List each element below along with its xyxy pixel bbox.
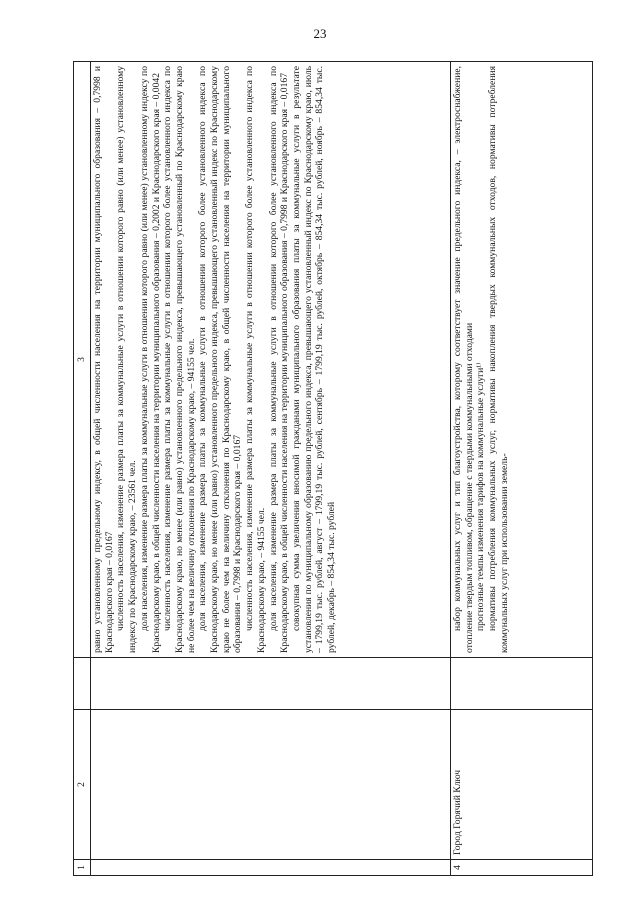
header-col-2: 2	[74, 710, 91, 860]
paragraph: численность населения, изменение размера платы за коммунальные услуги в отношении которого более установленного индекса по Краснодарскому краю, но менее (или равно) установленного предельного индекса, превышающего установленный по Краснодарскому краю не более чем на величину отклонения по Краснодарскому краю, – 94155 чел.	[162, 66, 197, 653]
paragraph: численность населения, изменение размера платы за коммунальные услуги в отношении которого более установленного индекса по Краснодарскому краю, – 94155 чел.	[244, 66, 267, 653]
paragraph: численность населения, изменение размера платы за коммунальные услуги в отношении которого равно (или менее) установленному индексу по Краснодарскому краю, – 23561 чел.	[115, 66, 139, 653]
table-row-continuation	[91, 62, 451, 876]
paragraph: совокупная сумма увеличения вносимой гражданами муниципального образования платы за коммунальные услуги в результате установления по муниципальному образованию предельного индекса, превышающего установленный индекс по Краснодарскому краю, июль – 1799,19 тыс. рублей, август – 1799,19 тыс. рублей, сентябрь – 1799,19 тыс. рублей, октябрь – 854,34 тыс. рублей, ноябрь – 854,34 тыс. рублей, декабрь – 854,34 тыс. рублей	[290, 66, 338, 653]
cell-gap-empty	[451, 658, 593, 710]
paragraph: доля населения, изменение размера платы за коммунальные услуги в отношении которого более установленного индекса по Краснодарскому краю, но менее (или равно) установленного предельного индекса, превышающего установленный индекс по Краснодарскому краю не более чем на величину отклонения по Краснодарскому краю, в общей численности населения на территории муниципального образования – 0,7998 и Краснодарского края – 0,0167	[197, 66, 244, 653]
document-table	[73, 61, 593, 876]
paragraph: равно установленному предельному индексу, в общей численности населения на территории муниципального образования – 0,7998 и Краснодарского края – 0,0167	[92, 66, 115, 653]
row-number: 4	[451, 860, 593, 876]
table-header-row	[74, 62, 91, 876]
rotated-table-inner	[73, 61, 593, 876]
paragraph: доля населения, изменение размера платы за коммунальные услуги в отношении которого равно (или менее) установленному индексу по Краснодарскому краю, в общей численности населения на территории муниципального образования – 0,2002 и Краснодарского края – 0,0042	[138, 66, 162, 653]
paragraph: нормативы потребления коммунальных услуг, нормативы накопления твердых коммунальных отходов, нормативы потребления коммунальных услуг при использовании земель-	[487, 66, 510, 653]
cell-text-continuation	[91, 62, 451, 658]
header-col-gap	[74, 658, 91, 710]
cell-name-empty	[91, 710, 451, 860]
cell-text-row-4	[451, 62, 593, 658]
rotated-table-region	[73, 61, 593, 876]
paragraph: доля населения, изменение размера платы за коммунальные услуги в отношении которого более установленного индекса по Краснодарскому краю, в общей численности населения на территории муниципального образования – 0,7998 и Краснодарского края – 0,0167	[267, 66, 291, 653]
municipality-name: Город Горячий Ключ	[451, 710, 593, 860]
table-row-4	[451, 62, 593, 876]
cell-gap-empty	[91, 658, 451, 710]
header-col-1: 1	[74, 860, 91, 876]
paragraph: набор коммунальных услуг и тип благоустройства, которому соответствует значение предельного индекса, – электроснабжение, отопление твердым топливом, обращение с твердыми коммунальными отходами	[452, 66, 475, 653]
header-col-3: 3	[74, 62, 91, 658]
cell-num-empty	[91, 860, 451, 876]
paragraph: прогнозные темпы изменения тарифов на коммунальные услуги¹⁾	[475, 362, 487, 631]
page-number: 23	[313, 26, 327, 41]
